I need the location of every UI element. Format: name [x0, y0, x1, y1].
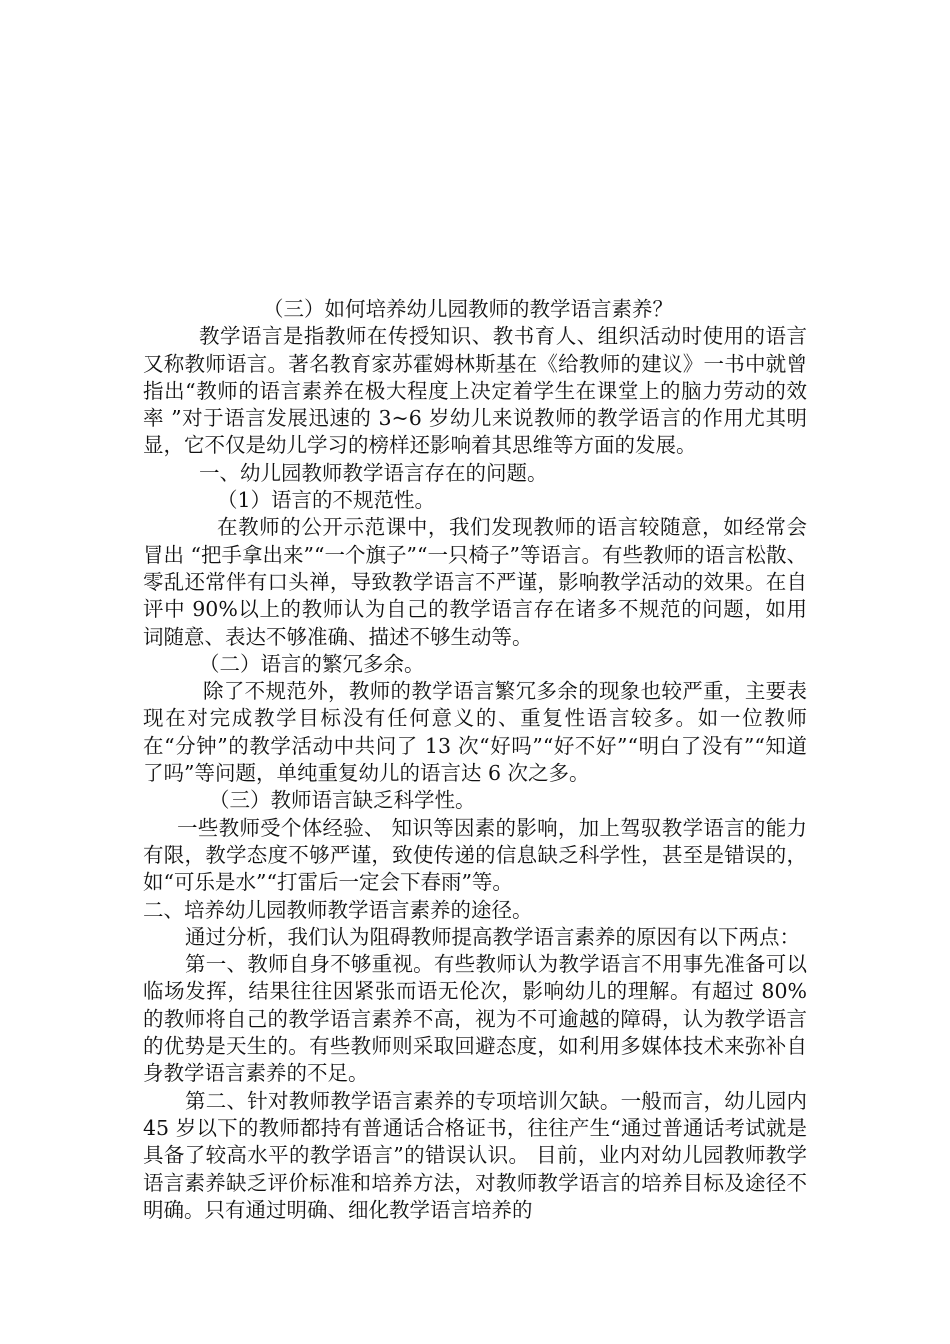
- document-body: [143, 296, 807, 1224]
- paragraph-second-reason: 第二、针对教师教学语言素养的专项培训欠缺。一般而言，幼儿园内 45 岁以下的教师都持有普通话合格证书，往往产生“通过普通话考试就是具备了较高水平的教学语言”的错误认识。 目前，业内对幼儿园教师教学语言素养缺乏评价标准和培养方法，对教师教学语言的培养目标及途径不明确。只有通过明确、细化教学语言培养的: [143, 1088, 807, 1222]
- subheading-redundant: （二）语言的繁冗多余。: [199, 651, 425, 676]
- subheading-unscientific: （三）教师语言缺乏科学性。: [209, 788, 476, 813]
- paragraph-redundant: 除了不规范外，教师的教学语言繁冗多余的现象也较严重，主要表现在对完成教学目标没有任何意义的、重复性语言较多。如一位教师在“分钟”的教学活动中共问了 13 次“好吗”“好不好”“明白了没有”“知道了吗”等问题，单纯重复幼儿的语言达 6 次之多。: [143, 679, 807, 786]
- paragraph-unscientific: 一些教师受个体经验、 知识等因素的影响，加上驾驭教学语言的能力有限，教学态度不够严谨，致使传递的信息缺乏科学性，甚至是错误的，如“可乐是水”“打雷后一定会下春雨”等。: [143, 815, 807, 895]
- paragraph-analysis: 通过分析，我们认为阻碍教师提高教学语言素养的原因有以下两点：: [185, 924, 800, 949]
- paragraph-nonstandard: 在教师的公开示范课中，我们发现教师的语言较随意，如经常会冒出 “把手拿出来”“一个旗子”“一只椅子”等语言。有些教师的语言松散、零乱还常伴有口头禅，导致教学语言不严谨，影响教学活动的效果。在自评中 90%以上的教师认为自己的教学语言存在诸多不规范的问题，如用词随意、表达不够准确、描述不够生动等。: [143, 515, 807, 649]
- heading-approaches: 二、培养幼儿园教师教学语言素养的途径。: [143, 897, 533, 922]
- paragraph-first-reason: 第一、教师自身不够重视。有些教师认为教学语言不用事先准备可以临场发挥，结果往往因紧张而语无伦次，影响幼儿的理解。有超过 80%的教师将自己的教学语言素养不高，视为不可逾越的障碍，认为教学语言的优势是天生的。有些教师则采取回避态度，如利用多媒体技术来弥补自身教学语言素养的不足。: [143, 952, 807, 1086]
- heading-problems: 一、幼儿园教师教学语言存在的问题。: [199, 460, 548, 485]
- intro-paragraph: 教学语言是指教师在传授知识、教书育人、组织活动时使用的语言又称教师语言。著名教育家苏霍姆林斯基在《给教师的建议》一书中就曾指出“教师的语言素养在极大程度上决定着学生在课堂上的脑力劳动的效率 ”对于语言发展迅速的 3~6 岁幼儿来说教师的教学语言的作用尤其明显，它不仅是幼儿学习的榜样还影响着其思维等方面的发展。: [143, 324, 807, 458]
- section-title: （三）如何培养幼儿园教师的教学语言素养？: [263, 297, 673, 321]
- subheading-nonstandard: （1）语言的不规范性。: [217, 488, 436, 513]
